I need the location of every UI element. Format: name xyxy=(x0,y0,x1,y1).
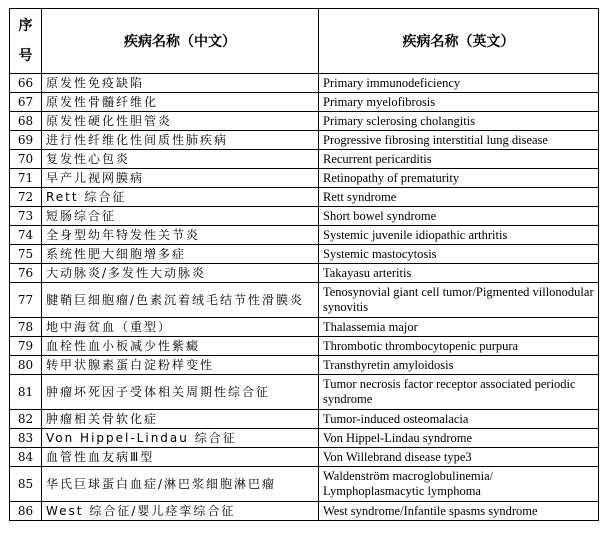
row-number: 66 xyxy=(10,74,42,93)
row-number: 71 xyxy=(10,169,42,188)
disease-name-zh: 复发性心包炎 xyxy=(42,150,319,169)
table-row xyxy=(10,226,599,245)
table-row xyxy=(10,245,599,264)
disease-name-zh: 短肠综合征 xyxy=(42,207,319,226)
disease-name-en: Waldenström macroglobulinemia/ Lymphoplasmacytic lymphoma xyxy=(319,467,599,502)
disease-name-en: Von Hippel-Lindau syndrome xyxy=(319,429,599,448)
disease-name-en: Systemic mastocytosis xyxy=(319,245,599,264)
disease-name-en: Primary immunodeficiency xyxy=(319,74,599,93)
header-seq-line1: 序 xyxy=(18,18,33,34)
header-chinese-name: 疾病名称（中文） xyxy=(42,9,319,74)
row-number: 67 xyxy=(10,93,42,112)
row-number: 79 xyxy=(10,337,42,356)
row-number: 81 xyxy=(10,375,42,410)
table-row xyxy=(10,467,599,502)
table-row xyxy=(10,169,599,188)
disease-name-en: Retinopathy of prematurity xyxy=(319,169,599,188)
row-number: 68 xyxy=(10,112,42,131)
table-row xyxy=(10,375,599,410)
row-number: 74 xyxy=(10,226,42,245)
table-row xyxy=(10,207,599,226)
disease-name-en: West syndrome/Infantile spasms syndrome xyxy=(319,502,599,521)
disease-name-zh: 大动脉炎/多发性大动脉炎 xyxy=(42,264,319,283)
disease-name-en: Takayasu arteritis xyxy=(319,264,599,283)
row-number: 83 xyxy=(10,429,42,448)
disease-name-en: Thrombotic thrombocytopenic purpura xyxy=(319,337,599,356)
disease-name-zh: 肿瘤坏死因子受体相关周期性综合征 xyxy=(42,375,319,410)
disease-name-en: Tenosynovial giant cell tumor/Pigmented villonodular synovitis xyxy=(319,283,599,318)
row-number: 70 xyxy=(10,150,42,169)
table-row xyxy=(10,318,599,337)
disease-name-en: Recurrent pericarditis xyxy=(319,150,599,169)
disease-name-zh: Von Hippel-Lindau 综合征 xyxy=(42,429,319,448)
table-row xyxy=(10,131,599,150)
row-number: 69 xyxy=(10,131,42,150)
table-row xyxy=(10,188,599,207)
disease-name-zh: 原发性骨髓纤维化 xyxy=(42,93,319,112)
disease-name-en: Short bowel syndrome xyxy=(319,207,599,226)
disease-name-zh: 原发性硬化性胆管炎 xyxy=(42,112,319,131)
disease-table xyxy=(9,8,599,521)
disease-name-zh: 转甲状腺素蛋白淀粉样变性 xyxy=(42,356,319,375)
disease-name-en: Primary myelofibrosis xyxy=(319,93,599,112)
table-row xyxy=(10,283,599,318)
disease-name-en: Rett syndrome xyxy=(319,188,599,207)
disease-name-en: Primary sclerosing cholangitis xyxy=(319,112,599,131)
disease-name-zh: 血栓性血小板减少性紫癜 xyxy=(42,337,319,356)
disease-name-zh: 地中海贫血（重型） xyxy=(42,318,319,337)
table-row xyxy=(10,410,599,429)
disease-name-zh: 原发性免疫缺陷 xyxy=(42,74,319,93)
disease-name-en: Progressive fibrosing interstitial lung disease xyxy=(319,131,599,150)
row-number: 82 xyxy=(10,410,42,429)
disease-name-en: Tumor-induced osteomalacia xyxy=(319,410,599,429)
disease-name-en: Tumor necrosis factor receptor associated periodic syndrome xyxy=(319,375,599,410)
row-number: 72 xyxy=(10,188,42,207)
table-row xyxy=(10,74,599,93)
table-header-row xyxy=(10,9,599,74)
table-row xyxy=(10,337,599,356)
disease-name-zh: 系统性肥大细胞增多症 xyxy=(42,245,319,264)
row-number: 86 xyxy=(10,502,42,521)
disease-name-en: Systemic juvenile idiopathic arthritis xyxy=(319,226,599,245)
disease-name-zh: Rett 综合征 xyxy=(42,188,319,207)
row-number: 76 xyxy=(10,264,42,283)
disease-name-zh: West 综合征/婴儿痉挛综合征 xyxy=(42,502,319,521)
row-number: 75 xyxy=(10,245,42,264)
table-row xyxy=(10,356,599,375)
row-number: 84 xyxy=(10,448,42,467)
table-row xyxy=(10,93,599,112)
disease-name-zh: 血管性血友病Ⅲ型 xyxy=(42,448,319,467)
table-row xyxy=(10,264,599,283)
table-row xyxy=(10,448,599,467)
table-row xyxy=(10,150,599,169)
row-number: 78 xyxy=(10,318,42,337)
row-number: 73 xyxy=(10,207,42,226)
disease-name-zh: 腱鞘巨细胞瘤/色素沉着绒毛结节性滑膜炎 xyxy=(42,283,319,318)
table-row xyxy=(10,502,599,521)
header-seq-no xyxy=(10,9,42,74)
header-english-name: 疾病名称（英文） xyxy=(319,9,599,74)
row-number: 85 xyxy=(10,467,42,502)
header-seq-line2: 号 xyxy=(18,48,33,64)
disease-name-zh: 华氏巨球蛋白血症/淋巴浆细胞淋巴瘤 xyxy=(42,467,319,502)
disease-name-zh: 早产儿视网膜病 xyxy=(42,169,319,188)
row-number: 80 xyxy=(10,356,42,375)
row-number: 77 xyxy=(10,283,42,318)
disease-name-en: Transthyretin amyloidosis xyxy=(319,356,599,375)
table-row xyxy=(10,429,599,448)
table-row xyxy=(10,112,599,131)
disease-name-en: Von Willebrand disease type3 xyxy=(319,448,599,467)
disease-name-en: Thalassemia major xyxy=(319,318,599,337)
disease-name-zh: 全身型幼年特发性关节炎 xyxy=(42,226,319,245)
disease-name-zh: 肿瘤相关骨软化症 xyxy=(42,410,319,429)
disease-name-zh: 进行性纤维化性间质性肺疾病 xyxy=(42,131,319,150)
